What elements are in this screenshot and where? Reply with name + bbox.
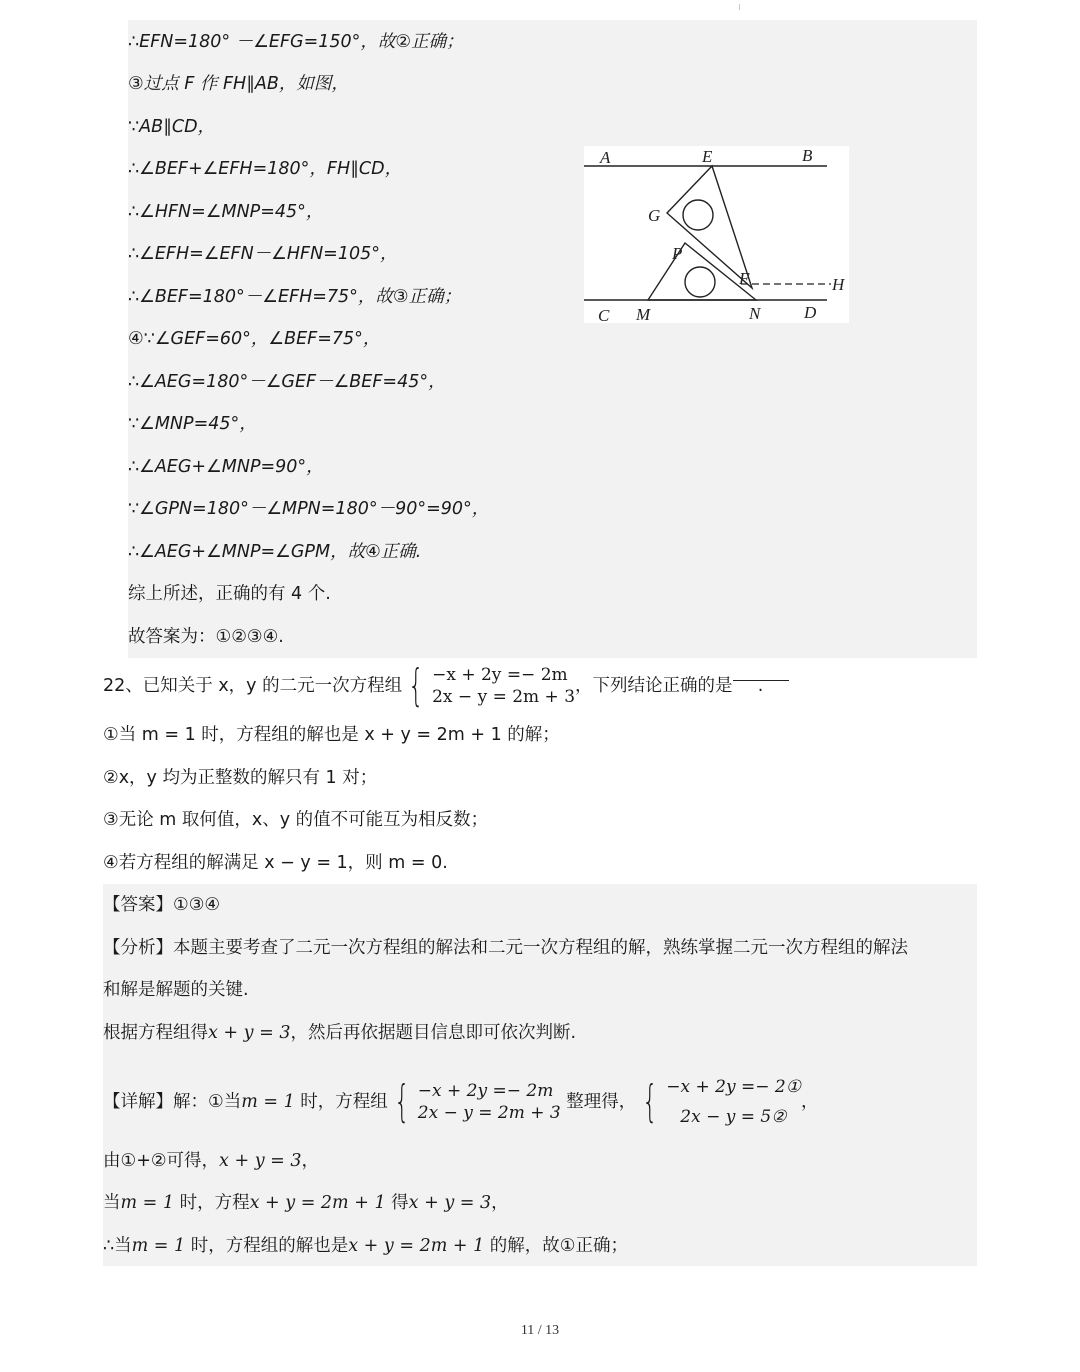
step-3-b: 时，方程组的解也是 [185, 1236, 349, 1256]
step-2-b: 时，方程 [174, 1193, 250, 1213]
label-b: B [802, 146, 813, 165]
solution-line-4: ∴∠BEF+∠EFH=180°，FH∥CD， [128, 159, 403, 179]
solution-line-6: ∴∠EFH=∠EFN－∠HFN=105°， [128, 244, 398, 264]
step-3-line [103, 1234, 628, 1258]
basis-suffix: ，然后再依据题目信息即可依次判断. [290, 1023, 577, 1043]
question-22-option-1: ①当 m = 1 时，方程组的解也是 x + y = 2m + 1 的解； [103, 725, 560, 745]
question-22-eq1: −x + 2y =− 2m [432, 665, 568, 685]
question-22-suffix: ，下列结论正确的是 [575, 676, 733, 696]
analysis-line-1: 【分析】本题主要考查了二元一次方程组的解法和二元一次方程组的解，熟练掌握二元一次方程组的解法 [103, 938, 908, 958]
detail-system-2 [636, 1072, 801, 1132]
set-square-2-hole [685, 267, 715, 297]
detail-end: ， [800, 1092, 819, 1112]
step-2-c: 得 [385, 1193, 409, 1213]
page-number: 11 / 13 [520, 1323, 560, 1338]
solution-line-11: ∴∠AEG+∠MNP=90°， [128, 457, 324, 477]
answer-blank: . [733, 662, 789, 681]
basis-line [103, 1021, 576, 1045]
solution-summary: 综上所述，正确的有 4 个. [128, 584, 331, 604]
geometry-figure [584, 146, 849, 323]
solution-line-9: ∴∠AEG=180°－∠GEF－∠BEF=45°， [128, 372, 446, 392]
solution-line-2: ③过点 F 作 FH∥AB，如图， [128, 74, 349, 94]
brace-icon: { [642, 1076, 658, 1127]
analysis-line-2: 和解是解题的关键. [103, 980, 249, 1000]
solution-line-8: ④∵∠GEF=60°，∠BEF=75°， [128, 329, 381, 349]
label-m: M [636, 305, 651, 323]
step-2-a: 当 [103, 1193, 121, 1213]
solution-line-7: ∴∠BEF=180°－∠EFH=75°，故③正确； [128, 287, 462, 307]
geometry-diagram [584, 146, 849, 323]
label-f: F [739, 269, 750, 288]
label-p: P [672, 244, 683, 263]
step-2-res: x + y = 3 [408, 1193, 492, 1213]
step-1-math: x + y = 3 [219, 1151, 302, 1171]
solution-line-1: ∴EFN=180° －∠EFG=150°，故②正确； [128, 32, 464, 52]
solution-line-5: ∴∠HFN=∠MNP=45°， [128, 202, 324, 222]
step-2-m: m = 1 [120, 1193, 175, 1213]
step-3-a: ∴当 [103, 1236, 132, 1256]
scan-mark [739, 4, 740, 10]
answer-line: 【答案】①③④ [103, 895, 221, 915]
question-22-stem [103, 662, 789, 710]
brace-icon: { [408, 660, 424, 711]
detail-system-1 [388, 1076, 561, 1127]
question-22-system [402, 660, 576, 711]
label-a: A [600, 148, 611, 167]
question-22-option-4: ④若方程组的解满足 x − y = 1，则 m = 0. [103, 853, 448, 873]
step-2-line [103, 1191, 509, 1215]
solution-line-3: ∵AB∥CD， [128, 117, 216, 137]
detail-arrange: 整理得， [560, 1092, 637, 1112]
detail-mid: 时，方程组 [294, 1092, 388, 1112]
detail-prefix: 【详解】解：①当 [103, 1092, 242, 1112]
brace-icon: { [394, 1076, 410, 1127]
step-3-eq: x + y = 2m + 1 [348, 1236, 485, 1256]
solution-line-13: ∴∠AEG+∠MNP=∠GPM，故④正确. [128, 542, 422, 562]
detail-line [103, 1072, 818, 1132]
solution-answer: 故答案为：①②③④. [128, 627, 284, 647]
step-2-eq: x + y = 2m + 1 [249, 1193, 386, 1213]
label-e: E [702, 147, 713, 166]
set-square-1-hole [683, 200, 713, 230]
step-1-line [103, 1149, 319, 1173]
basis-prefix: 根据方程组得 [103, 1023, 208, 1043]
detail-eq1: −x + 2y =− 2m [417, 1081, 554, 1101]
detail-m1: m = 1 [241, 1092, 295, 1112]
label-g: G [648, 206, 661, 225]
label-n: N [749, 304, 761, 323]
question-22-eq2: 2x − y = 2m + 3 [432, 687, 576, 707]
question-22-option-2: ②x，y 均为正整数的解只有 1 对； [103, 768, 378, 788]
label-c: C [598, 306, 610, 323]
step-3-m: m = 1 [131, 1236, 186, 1256]
basis-math: x + y = 3 [208, 1023, 291, 1043]
detail-eq4: 2x − y = 5② [680, 1107, 787, 1127]
step-2-end: ， [491, 1193, 509, 1213]
question-22-prefix: 22、已知关于 x，y 的二元一次方程组 [103, 676, 403, 696]
question-22-option-3: ③无论 m 取何值，x、y 的值不可能互为相反数； [103, 810, 489, 830]
step-1-prefix: 由①+②可得， [103, 1151, 220, 1171]
label-h: H [832, 275, 845, 294]
label-d: D [804, 303, 817, 322]
detail-eq3: −x + 2y =− 2① [666, 1077, 801, 1097]
solution-line-10: ∵∠MNP=45°， [128, 414, 257, 434]
detail-eq2: 2x − y = 2m + 3 [417, 1103, 561, 1123]
solution-line-12: ∵∠GPN=180°－∠MPN=180°－90°=90°， [128, 499, 490, 519]
step-1-end: ， [301, 1151, 320, 1171]
step-3-c: 的解，故①正确； [484, 1236, 628, 1256]
